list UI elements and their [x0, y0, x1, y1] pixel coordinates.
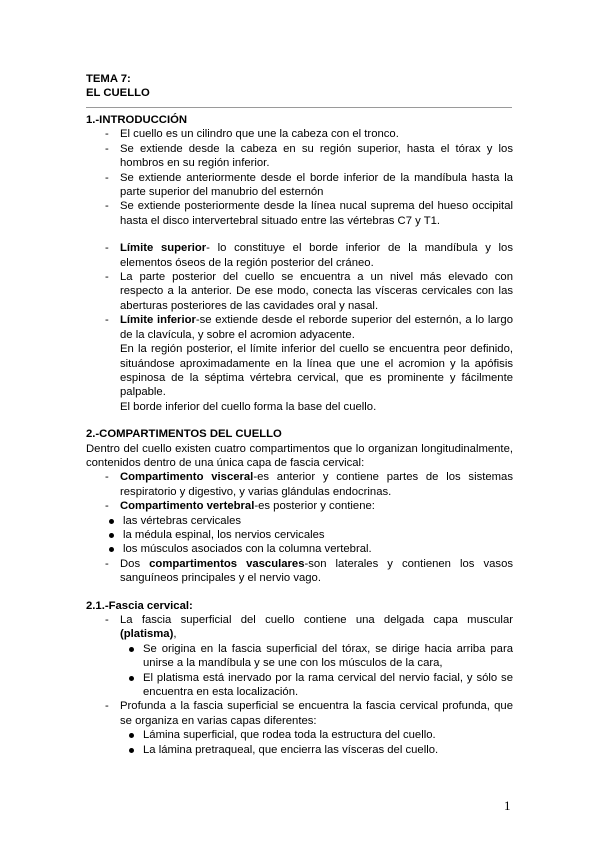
sub-item: Lámina superficial, que rodea toda la estructura del cuello.	[106, 728, 513, 742]
sub-item: las vértebras cervicales	[86, 514, 513, 528]
term-compartimento-vertebral: Compartimento vertebral	[120, 500, 255, 513]
sub-item: El platisma está inervado por la rama cervical del nervio facial, y sólo se encuentra en esta localización.	[106, 671, 513, 700]
list-item-limite-inferior	[86, 313, 513, 342]
page-number: 1	[504, 798, 511, 813]
section-intro: Dentro del cuello existen cuatro compartimentos que lo organizan longitudinalmente, contenidos dentro de una única capa de fascia cervical:	[86, 442, 513, 469]
list-item-visceral	[86, 470, 513, 499]
limits-list	[86, 241, 513, 342]
spacer	[86, 414, 513, 427]
list-item: - Se extiende anteriormente desde el borde inferior de la mandíbula hasta la parte superior del manubrio del esternón	[86, 171, 513, 200]
sub-item: la médula espinal, los nervios cervicales	[86, 528, 513, 542]
section-heading-fascia-cervical: 2.1.-Fascia cervical:	[86, 599, 193, 612]
vascular-text: -son laterales y contienen los vasos sanguíneos principales y el nervio vago.	[120, 557, 514, 585]
list-item-vascular	[86, 557, 513, 586]
continuation-paragraph: En la región posterior, el límite inferior del cuello se encuentra peor definido, situándose aproximadamente en la línea que une el acromion y la apófisis espinosa de la séptima vértebra cervical, que es prominente y fácilmente palpable.	[120, 343, 513, 399]
visceral-text: -es anterior y contiene partes de los sistemas respiratorio y digestivo, y varias glándulas endocrinas.	[120, 471, 513, 498]
fascia-profunda-text: Profunda a la fascia superficial se encuentra la fascia cervical profunda, que se organiza en varias capas diferentes:	[120, 700, 513, 727]
vertebral-text: -es posterior y contiene:	[254, 500, 375, 513]
list-item-vertebral	[86, 499, 513, 557]
sub-item: La lámina pretraqueal, que encierra las vísceras del cuello.	[106, 743, 513, 757]
term-limite-inferior: Límite inferior	[120, 314, 196, 327]
header-divider	[86, 107, 512, 108]
section-heading-compartimentos: 2.-COMPARTIMENTOS DEL CUELLO	[86, 428, 282, 441]
list-item: - La parte posterior del cuello se encuentra a un nivel más elevado con respecto a la anterior. De ese modo, conecta las vísceras cervicales con las aberturas posteriores de las cavidades oral y nasal.	[86, 270, 513, 313]
term-platisma: (platisma)	[120, 628, 174, 641]
vertebral-sublist	[86, 514, 513, 557]
compartments-list	[86, 470, 513, 585]
list-item: - Se extiende posteriormente desde la línea nucal suprema del hueso occipital hasta el disco intervertebral situado entre las vértebras C7 y T1.	[86, 199, 513, 228]
spacer	[86, 228, 513, 241]
sub-item: Se origina en la fascia superficial del tórax, se dirige hacia arriba para unirse a la mandíbula y se une con los músculos de la cara,	[106, 642, 513, 671]
list-item-fascia-profunda	[86, 699, 513, 757]
list-item: - El cuello es un cilindro que une la cabeza con el tronco.	[86, 127, 513, 141]
list-item-limite-superior	[86, 241, 513, 270]
fascia-list	[86, 613, 513, 757]
sub-item: los músculos asociados con la columna vertebral.	[86, 542, 513, 556]
limite-inferior-text: -se extiende desde el reborde superior del esternón, a lo largo de la clavícula, y sobre el acromion adyacente.	[120, 314, 513, 341]
term-limite-superior: Límite superior	[120, 242, 207, 255]
term-compartimento-visceral: Compartimento visceral	[120, 471, 254, 484]
document-body	[86, 113, 513, 757]
intro-list	[86, 127, 513, 228]
spacer	[86, 586, 513, 599]
limite-superior-text: - lo constituye el borde inferior de la mandíbula y los elementos óseos de la región posterior del cráneo.	[120, 242, 513, 269]
term-compartimentos-vasculares: compartimentos vasculares	[149, 557, 305, 570]
continuation-paragraph: El borde inferior del cuello forma la base del cuello.	[120, 400, 377, 413]
vascular-prefix: Dos	[120, 557, 150, 570]
topic-number: TEMA 7:	[86, 73, 131, 85]
fascia-profunda-sublist	[106, 728, 513, 757]
document-header	[86, 73, 150, 100]
page-title: EL CUELLO	[86, 86, 150, 99]
fascia-superficial-text: La fascia superficial del cuello contiene una delgada capa muscular	[120, 614, 513, 626]
list-item-fascia-superficial	[86, 613, 513, 699]
punctuation: ,	[173, 628, 177, 641]
list-item: - Se extiende desde la cabeza en su región superior, hasta el tórax y los hombros en su región inferior.	[86, 142, 513, 171]
platisma-sublist	[106, 642, 513, 700]
section-heading-introduccion: 1.-INTRODUCCIÓN	[86, 114, 188, 126]
